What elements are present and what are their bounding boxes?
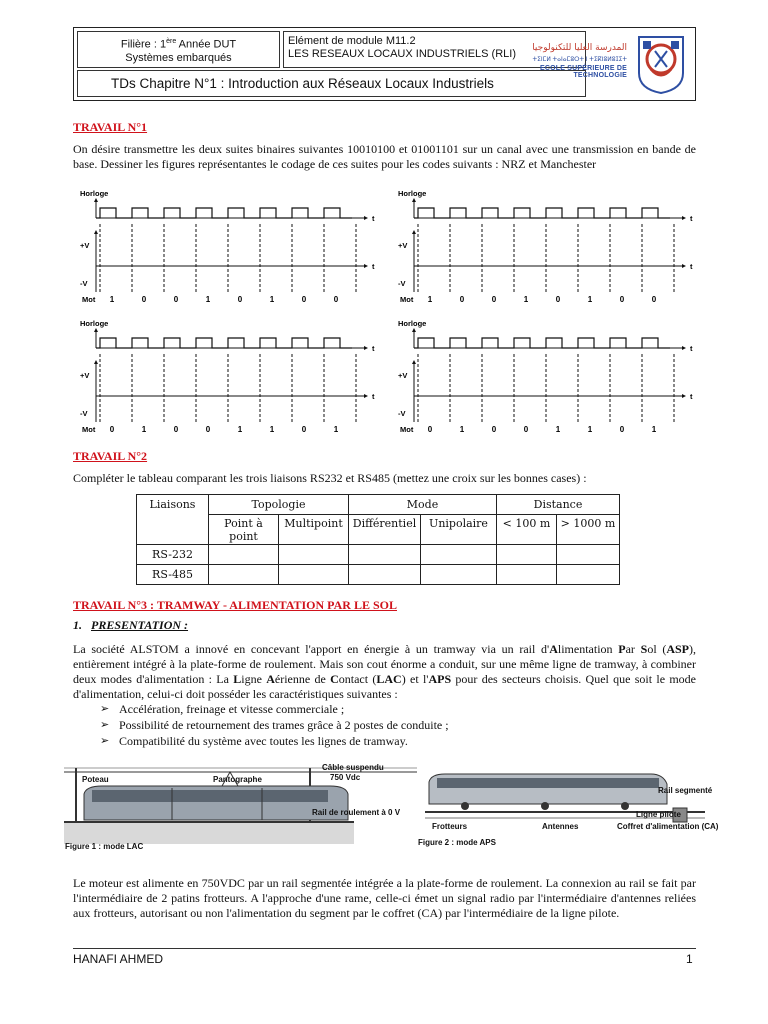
bit-value: 0	[523, 425, 529, 434]
table-row	[137, 545, 620, 565]
table-cell[interactable]	[209, 565, 279, 585]
row-label-rs232: RS-232	[137, 545, 209, 565]
label-poteau: Poteau	[82, 775, 109, 784]
time-label: t	[690, 344, 693, 353]
table-cell[interactable]	[279, 545, 349, 565]
filiere-line2: Systèmes embarqués	[125, 51, 232, 64]
arrow-up-icon	[412, 328, 416, 332]
wheel	[621, 802, 629, 810]
chapter-title: TDs Chapitre N°1 : Introduction aux Réseaux Locaux Industriels	[77, 70, 586, 97]
waveform-panel	[80, 318, 380, 436]
waveform-panel	[398, 188, 698, 306]
minus-v-label: -V	[398, 279, 406, 288]
bit-value: 0	[651, 295, 657, 304]
label-frotteurs: Frotteurs	[432, 822, 468, 831]
arrow-right-icon	[682, 346, 686, 350]
sub-lt-100m: < 100 m	[497, 515, 557, 545]
time-label: t	[690, 214, 693, 223]
group-mode: Mode	[349, 495, 497, 515]
sub-point-a-point: Point à point	[209, 515, 279, 545]
travail3-intro: La société ALSTOM a innové en concevant l'apport en énergie à un tramway via un rail d'Alimentation Par Sol (ASP), entièrement intégré à la plate-forme de roulement. Mais son cout énorme a conduit, sur une même ligne de tramway, à combiner deux modes d'alimentation : La Ligne Aérienne de Contact (LAC) et l'APS pour des secteurs choisis. Quel que soit le mode d'alimentation, celui-ci doit posséder les caractéristiques suivantes :	[73, 642, 697, 701]
bit-value: 1	[587, 295, 593, 304]
clock-label: Horloge	[398, 189, 427, 198]
table-cell[interactable]	[497, 565, 557, 585]
arrow-up-icon	[94, 198, 98, 202]
school-emblem-icon	[633, 33, 689, 95]
arrow-right-icon	[364, 216, 368, 220]
bit-value: 0	[491, 295, 497, 304]
bit-value: 0	[237, 295, 243, 304]
table-cell[interactable]	[209, 545, 279, 565]
label-voltage: 750 Vdc	[330, 773, 361, 782]
waveform-panel	[398, 318, 698, 436]
row-label-rs485: RS-485	[137, 565, 209, 585]
table-cell[interactable]	[421, 565, 497, 585]
bit-value: 0	[555, 295, 561, 304]
col-liaisons: Liaisons	[137, 495, 209, 545]
feature-bullet-list	[100, 701, 449, 749]
table-cell[interactable]	[557, 565, 620, 585]
arrow-right-icon	[364, 346, 368, 350]
bit-value: 0	[173, 295, 179, 304]
bullet-item: ➢ Compatibilité du système avec toutes les lignes de tramway.	[100, 733, 449, 749]
table-cell[interactable]	[557, 545, 620, 565]
minus-v-label: -V	[80, 409, 88, 418]
label-pantographe: Pantographe	[213, 775, 262, 784]
label-rail-segmente: Rail segmenté	[658, 786, 713, 795]
bit-value: 0	[619, 295, 625, 304]
time-label: t	[372, 214, 375, 223]
table-cell[interactable]	[279, 565, 349, 585]
logo-french-text: ECOLE SUPÉRIEURE DE TECHNOLOGIE	[539, 65, 627, 79]
arrow-up-icon	[412, 230, 416, 234]
table-cell[interactable]	[349, 565, 421, 585]
minus-v-label: -V	[398, 409, 406, 418]
label-antennes: Antennes	[542, 822, 579, 831]
clock-label: Horloge	[398, 319, 427, 328]
module-line1: Elément de module M11.2	[288, 35, 416, 47]
bullet-item: ➢ Accélération, freinage et vitesse commerciale ;	[100, 701, 449, 717]
bit-value: 1	[555, 425, 561, 434]
filiere-cell	[77, 31, 280, 68]
bit-value: 0	[109, 425, 115, 434]
arrow-up-icon	[412, 360, 416, 364]
filiere-suffix: Année DUT	[176, 38, 237, 51]
plus-v-label: +V	[398, 371, 408, 380]
footer-author: HANAFI AHMED	[73, 952, 164, 966]
time-label: t	[372, 392, 375, 401]
bit-value: 0	[619, 425, 625, 434]
presentation-heading	[73, 618, 188, 633]
bit-value: 0	[333, 295, 339, 304]
clock-signal	[414, 338, 670, 348]
clock-signal	[96, 208, 352, 218]
figure-2-caption: Figure 2 : mode APS	[418, 838, 496, 847]
document-header	[73, 27, 696, 101]
travail3-outro: Le moteur est alimente en 750VDC par un rail segmentée intégrée a la plate-forme de roulement. La connexion au rail se fait par l'intermédiaire de 2 patins frotteurs. A l'approche d'une rame, celle-ci émet un signal radio par l'intermédiaire d'antennes reliées aux frotteurs, autorisant ou non l'alimentation du segment par le coffret (CA) par l'intermédiaire de la ligne pilote.	[73, 876, 696, 920]
travail2-text: Compléter le tableau comparant les trois liaisons RS232 et RS485 (mettez une croix sur les bonnes cases) :	[73, 471, 587, 485]
track-bed	[64, 822, 354, 844]
clock-label: Horloge	[80, 189, 109, 198]
time-label: t	[690, 392, 693, 401]
label-rail-roulement: Rail de roulement à 0 V	[312, 808, 401, 817]
sub-multipoint: Multipoint	[279, 515, 349, 545]
tram-windows	[437, 778, 659, 788]
bit-value: 1	[333, 425, 339, 434]
figure-1-caption: Figure 1 : mode LAC	[65, 842, 144, 851]
footer-page-number: 1	[686, 952, 693, 966]
time-label: t	[372, 262, 375, 271]
logo-tifinagh-text: ⵜⵉⵏⵎⵍ ⵜⴰⵏⴰⵎⵓⵔⵜ ⵏ ⵜⵉⴽⵏⵓⵍⵓⵊⵉⵜ	[532, 57, 627, 63]
bit-value: 0	[301, 295, 307, 304]
word-label: Mot	[82, 425, 96, 434]
bit-value: 0	[205, 425, 211, 434]
word-label: Mot	[400, 425, 414, 434]
bit-value: 0	[459, 295, 465, 304]
table-cell[interactable]	[497, 545, 557, 565]
filiere-prefix: Filière : 1	[120, 38, 167, 51]
bit-value: 1	[459, 425, 465, 434]
arrow-up-icon	[94, 230, 98, 234]
figure-2-aps-illustration	[425, 768, 705, 828]
section-number: 1.	[73, 618, 82, 632]
arrow-up-icon	[412, 198, 416, 202]
waveform-panel	[80, 188, 380, 306]
label-coffret: Coffret d'alimentation (CA)	[617, 822, 719, 831]
time-label: t	[690, 262, 693, 271]
arrow-up-icon	[94, 328, 98, 332]
bit-value: 1	[109, 295, 115, 304]
minus-v-label: -V	[80, 279, 88, 288]
school-logo	[529, 33, 689, 95]
arrow-right-icon	[682, 394, 686, 398]
word-label: Mot	[400, 295, 414, 304]
tram-windows	[92, 790, 328, 802]
table-row	[137, 565, 620, 585]
time-label: t	[372, 344, 375, 353]
table-cell[interactable]	[349, 545, 421, 565]
plus-v-label: +V	[80, 241, 90, 250]
bit-value: 0	[427, 425, 433, 434]
wheel	[461, 802, 469, 810]
wheel	[541, 802, 549, 810]
plus-v-label: +V	[80, 371, 90, 380]
bit-value: 0	[173, 425, 179, 434]
bit-value: 1	[651, 425, 657, 434]
filiere-sup: ère	[166, 38, 177, 45]
arrow-right-icon	[682, 264, 686, 268]
arrow-right-icon	[682, 216, 686, 220]
bit-value: 1	[587, 425, 593, 434]
module-line2: LES RESEAUX LOCAUX INDUSTRIELS (RLI)	[288, 48, 517, 60]
bit-value: 1	[269, 425, 275, 434]
clock-signal	[96, 338, 352, 348]
plus-v-label: +V	[398, 241, 408, 250]
word-label: Mot	[82, 295, 96, 304]
bit-value: 1	[237, 425, 243, 434]
travail1-text: On désire transmettre les deux suites binaires suivantes 10010100 et 01001101 sur un canal avec une transmission en bande de base. Dessiner les figures représentantes le codage de ces suites pour les codes suivants : NRZ et Manchester	[73, 142, 696, 171]
clock-signal	[414, 208, 670, 218]
bit-value: 1	[269, 295, 275, 304]
group-distance: Distance	[497, 495, 620, 515]
footer-divider	[73, 948, 696, 949]
label-cable: Câble suspendu	[322, 763, 384, 772]
bit-value: 0	[141, 295, 147, 304]
sub-gt-1000m: > 1000 m	[557, 515, 620, 545]
section-title: PRESENTATION :	[91, 618, 189, 632]
travail2-title: TRAVAIL N°2	[73, 449, 148, 463]
group-topologie: Topologie	[209, 495, 349, 515]
travail3-title: TRAVAIL N°3 : TRAMWAY - ALIMENTATION PAR LE SOL	[73, 598, 397, 612]
table-cell[interactable]	[421, 545, 497, 565]
arrow-up-icon	[94, 360, 98, 364]
bit-value: 0	[491, 425, 497, 434]
bit-value: 1	[427, 295, 433, 304]
arrow-right-icon	[364, 264, 368, 268]
travail1-title: TRAVAIL N°1	[73, 120, 148, 134]
bit-value: 1	[141, 425, 147, 434]
arrow-right-icon	[364, 394, 368, 398]
label-ligne-pilote: Ligne pilote	[636, 810, 681, 819]
bit-value: 0	[301, 425, 307, 434]
bit-value: 1	[205, 295, 211, 304]
clock-label: Horloge	[80, 319, 109, 328]
bullet-item: ➢ Possibilité de retournement des trames grâce à 2 postes de conduite ;	[100, 717, 449, 733]
logo-arabic-text: المدرسة العليا للتكنولوجيا	[532, 43, 627, 53]
bit-value: 1	[523, 295, 529, 304]
sub-unipolaire: Unipolaire	[421, 515, 497, 545]
liaisons-table	[136, 494, 620, 585]
sub-differentiel: Différentiel	[349, 515, 421, 545]
